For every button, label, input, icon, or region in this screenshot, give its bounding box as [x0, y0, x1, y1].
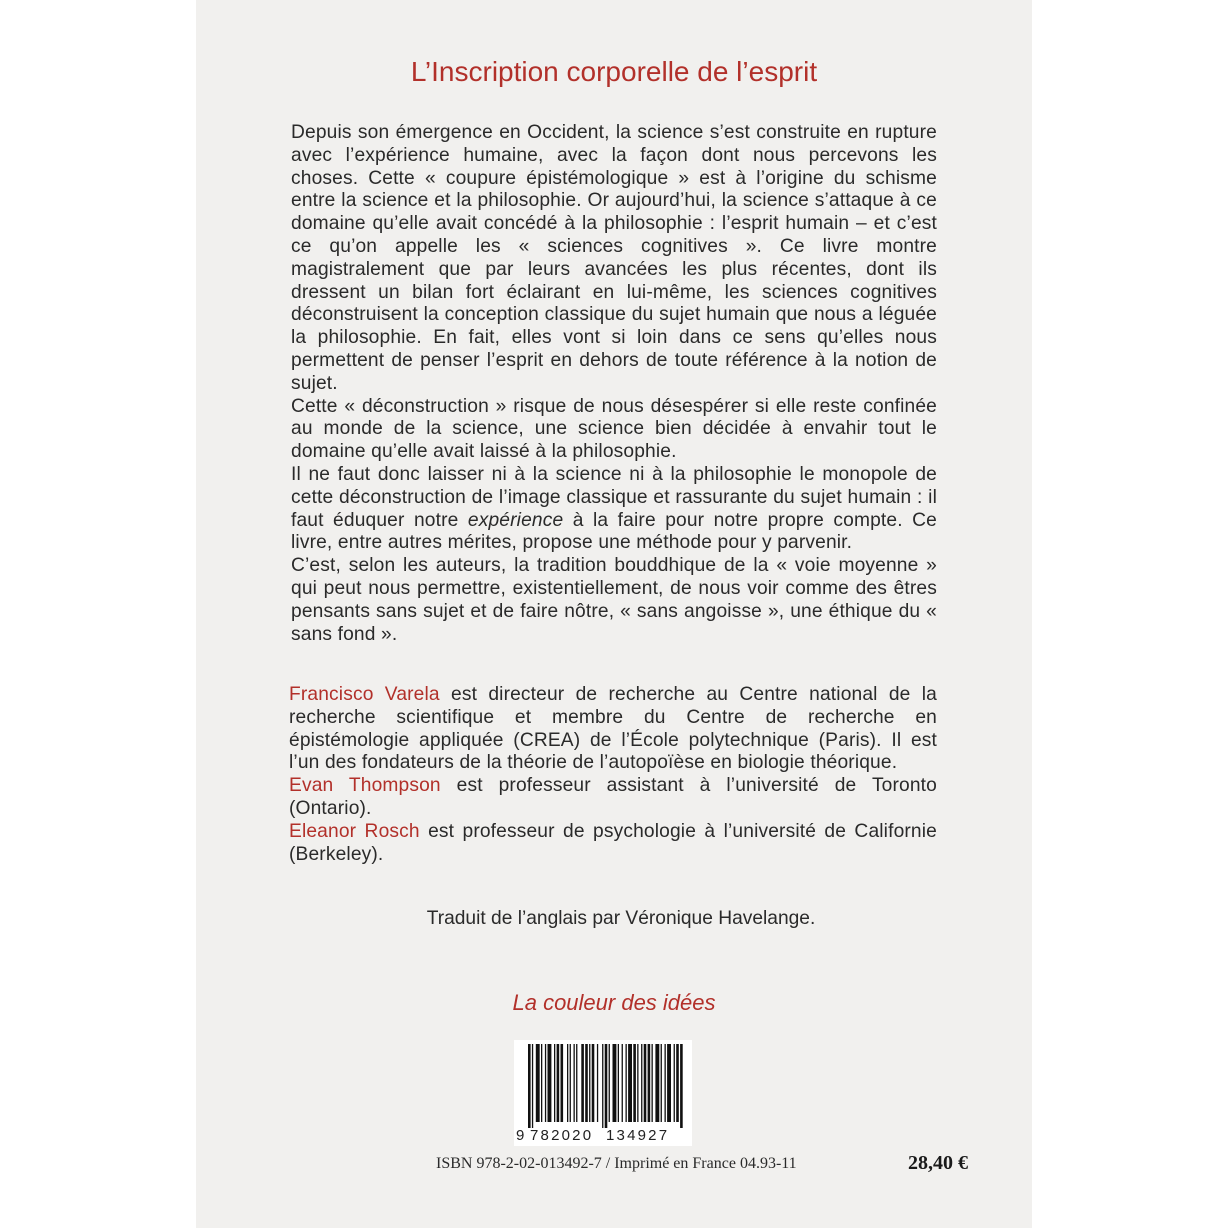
blurb-paragraph-2: Cette « déconstruction » risque de nous désespérer si elle reste confinée au monde de la science, une science bien décidée à envahir tout le domaine qu’elle avait laissé à la philosophie.: [291, 395, 937, 463]
collection-name: La couleur des idées: [512, 990, 716, 1015]
barcode-bar: [576, 1044, 577, 1122]
barcode-bar: [592, 1044, 595, 1122]
barcode-bar: [548, 1044, 552, 1122]
barcode-bar: [655, 1044, 659, 1122]
barcode-bar: [680, 1044, 683, 1128]
author-bio: [289, 775, 937, 821]
blurb-paragraph-3-end: à la faire pour notre propre compte. Ce livre, entre autres mérites, propose une méthode pour y parvenir.: [291, 509, 937, 554]
barcode-bar: [613, 1044, 617, 1122]
barcode-bar: [570, 1044, 571, 1122]
book-back-cover: [196, 0, 1032, 1228]
author-name: Evan Thompson: [289, 775, 441, 797]
price: 28,40 €: [908, 1152, 968, 1174]
barcode: [514, 1040, 692, 1146]
author-bio: [289, 821, 937, 867]
blurb-paragraph-1: Depuis son émergence en Occident, la science s’est construite en rupture avec l’expérience humaine, avec la façon dont nous percevons les choses. Cette « coupure épistémologique » est à l’origine du schisme entre la science et la philosophie. Or aujourd’hui, la science s’attaque à ce domaine qu’elle avait concédé à la philosophie : l’esprit humain – et c’est ce qu’on appelle les « sciences cognitives ». Ce livre montre magistralement que par leurs avancées les plus récentes, dont ils dressent un bilan fort éclairant en lui-même, les sciences cognitives déconstruisent la conception classique du sujet humain que nous a léguée la philosophie. En fait, elles vont si loin dans ce sens qu’elles nous permettent de penser l’esprit en dehors de toute référence à la notion de sujet.: [291, 122, 937, 394]
barcode-bar: [637, 1044, 638, 1122]
barcode-bar: [567, 1044, 568, 1122]
barcode-bar: [648, 1044, 651, 1122]
barcode-bar: [602, 1044, 603, 1128]
author-name: Francisco Varela: [289, 684, 440, 705]
barcode-bar: [622, 1044, 623, 1122]
author-bios: [289, 684, 937, 866]
author-description: est professeur de psychologie à l’université de Californie (Berkeley).: [289, 820, 937, 865]
book-title: L’Inscription corporelle de l’esprit: [410, 56, 818, 87]
barcode-bar: [605, 1044, 608, 1128]
barcode-bar: [554, 1044, 555, 1122]
barcode-bar: [597, 1044, 598, 1122]
barcode-bar: [532, 1044, 533, 1128]
blurb-paragraph-3-start: Il ne faut donc laisser ni à la science ni à la philosophie le monopole de cette déconstruction de l’image classique et rassurante du sujet humain : il faut éduquer notre: [291, 463, 937, 531]
barcode-digits-left: 782020: [530, 1127, 594, 1144]
barcode-bar: [528, 1044, 531, 1128]
isbn-line: ISBN 978-2-02-013492-7 / Imprimé en France 04.93-11: [436, 1155, 797, 1172]
barcode-graphic: [514, 1040, 692, 1146]
blurb-emphasis: expérience: [467, 509, 564, 531]
barcode-bar: [633, 1044, 636, 1122]
author-description: est professeur assistant à l’université de Toronto (Ontario).: [289, 775, 937, 819]
barcode-bar: [536, 1044, 540, 1122]
author-bio: [289, 684, 937, 775]
barcode-bar: [628, 1044, 632, 1122]
barcode-bar: [561, 1044, 564, 1122]
barcode-bar: [667, 1044, 671, 1122]
barcode-bar: [644, 1044, 647, 1122]
author-description: est directeur de recherche au Centre national de la recherche scientifique et membre du Centre de recherche en épistémologie appliquée (CREA) de l’École polytechnique (Paris). Il est l’un des fondateurs de la théorie de l’autopoïèse en biologie théorique.: [289, 684, 937, 774]
barcode-bar: [652, 1044, 653, 1122]
barcode-bar: [626, 1044, 627, 1122]
barcode-bar: [618, 1044, 619, 1122]
barcode-bar: [541, 1044, 542, 1122]
barcode-bar: [581, 1044, 584, 1122]
blurb-paragraph-3: [291, 464, 937, 555]
translator-credit: Traduit de l’anglais par Véronique Havelange.: [426, 908, 816, 929]
barcode-bar: [641, 1044, 642, 1122]
barcode-bar: [609, 1044, 610, 1122]
author-name: Eleanor Rosch: [289, 820, 420, 842]
barcode-bar: [674, 1044, 675, 1122]
barcode-bar: [545, 1044, 546, 1122]
blurb-paragraph-4: C’est, selon les auteurs, la tradition bouddhique de la « voie moyenne » qui peut nous permettre, existentiellement, de nous voir comme des êtres pensants sans sujet et de faire nôtre, « sans angoisse », une éthique du « sans fond ».: [291, 555, 937, 645]
barcode-bar: [557, 1044, 560, 1122]
barcode-bar: [676, 1044, 679, 1122]
barcode-bar: [574, 1044, 575, 1122]
blurb: [291, 122, 937, 646]
barcode-digit-first: 9: [516, 1127, 525, 1144]
barcode-digits-right: 134927: [606, 1127, 670, 1144]
barcode-bar: [665, 1044, 666, 1122]
barcode-bar: [585, 1044, 588, 1122]
barcode-bar: [589, 1044, 590, 1122]
barcode-bar: [661, 1044, 662, 1122]
